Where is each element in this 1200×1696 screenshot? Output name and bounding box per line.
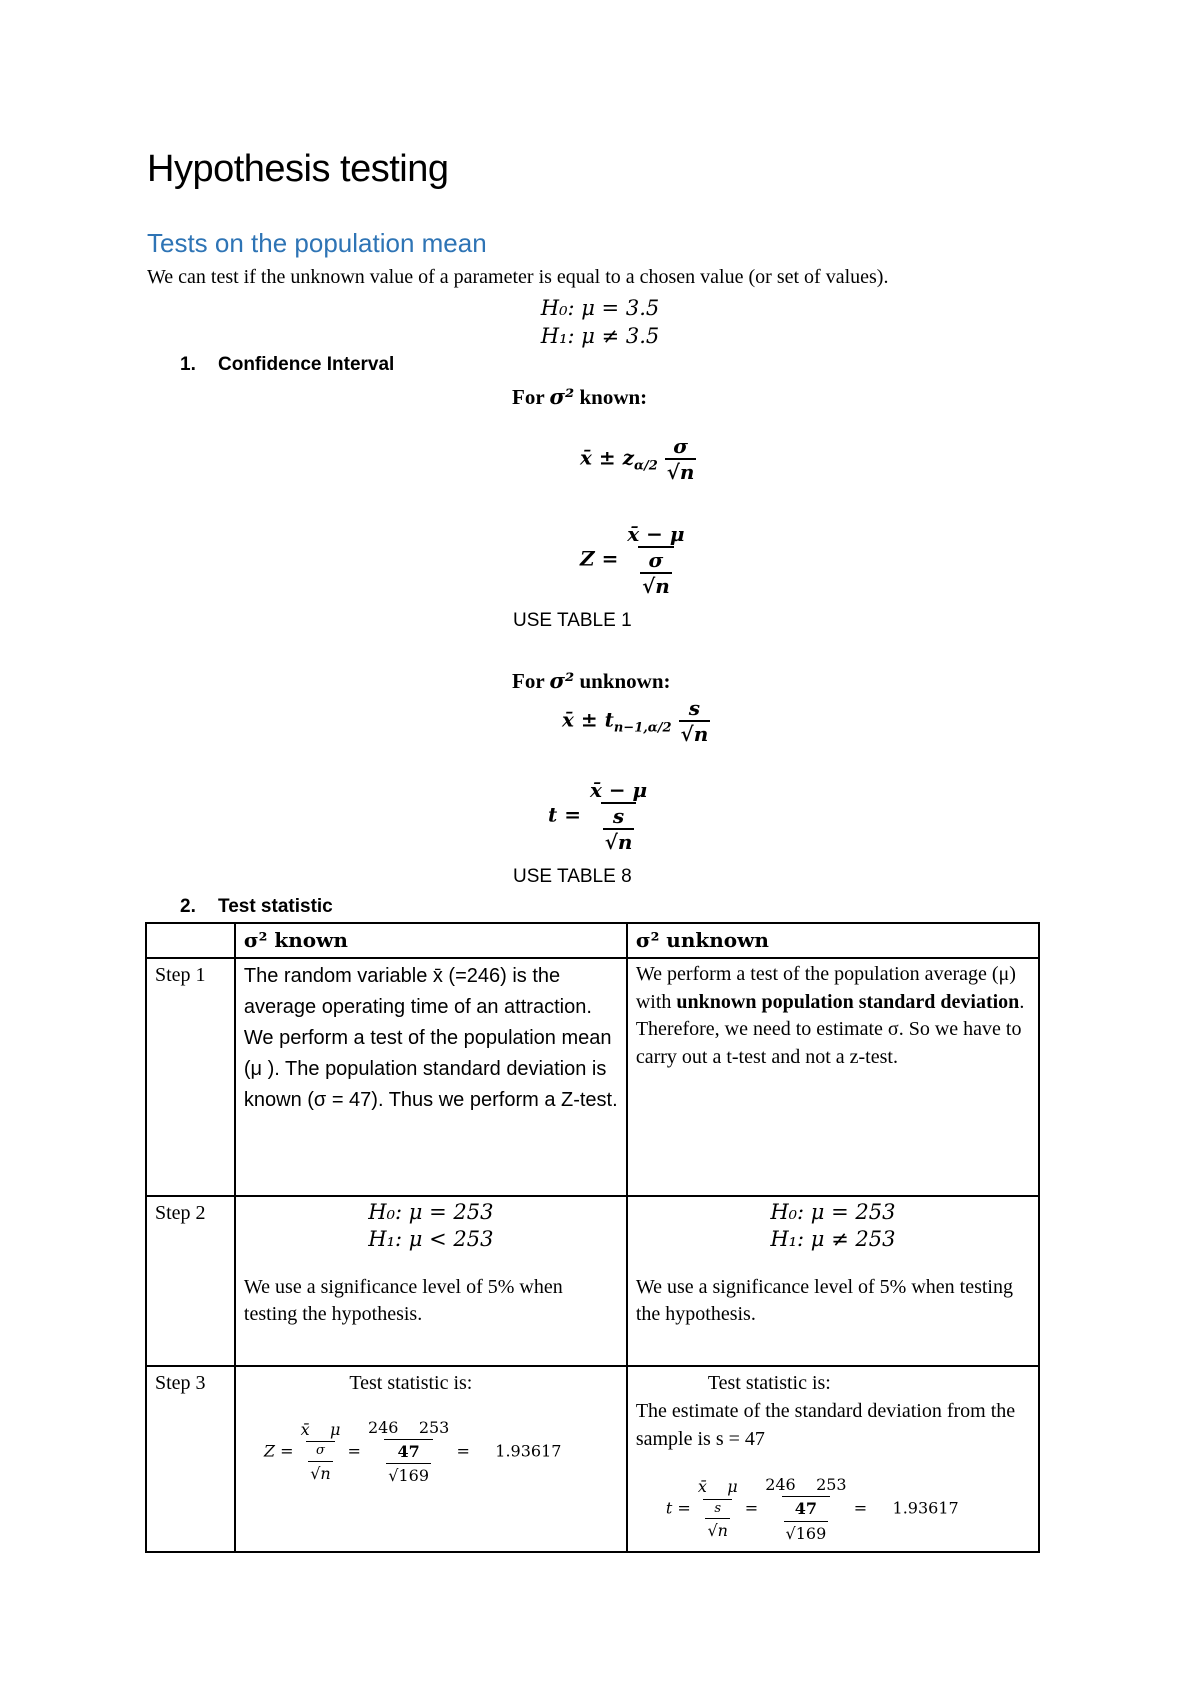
alternative-hypothesis: H₁: μ ≠ 3.5 [540,324,660,348]
step2-known-h1: H₁: μ < 253 [368,1227,494,1252]
known-table-note: USE TABLE 1 [513,610,632,631]
unknown-ci-left: x̄ ± t [562,707,614,732]
page-title: Hypothesis testing [147,148,449,190]
known-z-den-num: σ [648,548,664,572]
step3-known-f2-den-num: 47 [397,1442,420,1462]
step2-unknown-cell [627,1196,1039,1366]
step3-known-f1-den-den: √n [308,1461,333,1485]
header-known: σ² known [235,923,627,958]
step3-known-f2 [366,1416,451,1488]
unknown-ci-num: s [688,696,701,720]
step2-unknown-h0: H₀: μ = 253 [770,1200,896,1224]
step3-known-f2-num: 246 253 [367,1418,450,1437]
step1-unknown-a: We perform a test of the population average (μ) with [635,963,1016,1013]
known-z-fraction [625,522,686,598]
known-for-pre: For [512,385,550,409]
step3-unknown-text: The estimate of the standard deviation from the sample is s = 47 [635,1400,1016,1450]
section-2-number: 2. [180,896,196,917]
known-for-sym: σ² [549,384,575,409]
table-header-row [146,923,1039,958]
step2-known-cell [235,1196,627,1366]
step3-known-cell [235,1366,627,1552]
unknown-t-den-den: √n [604,830,633,854]
header-empty-cell [146,923,235,958]
step3-unknown-f2-den-den: √169 [784,1521,829,1545]
step3-known-result: = 1.93617 [456,1441,562,1461]
step3-unknown-cell [627,1366,1039,1552]
known-ci-formula [580,434,696,484]
known-ci-sub: α/2 [633,458,658,474]
step2-unknown-h1: H₁: μ ≠ 253 [770,1227,896,1252]
step1-known-text: The random variable x̄ (=246) is the average operating time of an attraction. We perform a test of the population mean (μ ). The population standard deviation is known (σ = 47). Thus we perform a Z-test. [235,958,627,1196]
section-1-number: 1. [180,354,196,375]
known-ci-num: σ [673,434,688,458]
step3-known-f1-den [306,1441,335,1485]
known-z-den-den: √n [642,574,670,598]
unknown-ci-fraction [679,696,711,746]
known-ci-den: √n [666,460,695,484]
unknown-t-fraction [588,778,649,854]
step2-known-h0: H₀: μ = 253 [368,1200,494,1224]
unknown-for-sym: σ² [549,668,575,693]
table-row-step1 [146,958,1039,1196]
section-1-label: Confidence Interval [218,354,395,375]
step3-known-f2-den [384,1439,433,1487]
step2-label: Step 2 [146,1196,235,1366]
known-ci-fraction [665,434,697,484]
unknown-t-den-num: s [612,804,625,828]
known-z-formula [580,522,687,598]
known-sigma-label [512,384,647,410]
section-2-heading [180,896,333,918]
step3-unknown-title: Test statistic is: [707,1372,831,1394]
unknown-ci-formula [562,696,710,746]
table-row-step2 [146,1196,1039,1366]
step3-unknown-f1 [696,1475,740,1542]
step3-known-title: Test statistic is: [349,1372,473,1394]
unknown-ci-sub: n−1,α/2 [613,720,672,736]
step3-unknown-f1-den-den: √n [705,1518,730,1542]
header-unknown: σ² unknown [627,923,1039,958]
known-for-post: known: [574,385,648,409]
test-statistic-table [145,922,1040,1553]
known-z-num: x̄ − μ [627,522,685,546]
step3-unknown-f2-den [782,1496,831,1544]
step1-label: Step 1 [146,958,235,1196]
known-z-lhs: Z = [580,546,619,571]
unknown-table-note: USE TABLE 8 [513,866,632,887]
unknown-for-post: unknown: [574,669,671,693]
step3-known-f2-den-den: √169 [386,1463,431,1487]
step3-unknown-result: = 1.93617 [853,1498,959,1518]
step1-unknown-text [627,958,1039,1196]
step3-known-f1 [299,1418,343,1485]
intro-paragraph: We can test if the unknown value of a parameter is equal to a chosen value (or set of values). [147,266,889,288]
known-z-den [638,546,674,598]
unknown-t-num: x̄ − μ [589,778,648,802]
step3-known-lhs: Z = [263,1441,294,1461]
known-ci-left: x̄ ± z [580,445,634,470]
unknown-for-pre: For [512,669,550,693]
section-2-label: Test statistic [218,896,333,917]
step2-unknown-text: We use a significance level of 5% when testing the hypothesis. [635,1275,1013,1326]
step3-known-formula: Z = $\frac{x̄ \mu}{\frac{\sigma}{√n}}$ = $\frac{246 253}{\frac{47}{√169}}$ = 1.93617 [244,1416,618,1488]
step3-known-f1-num: x̄ μ [300,1420,341,1440]
table-row-step3 [146,1366,1039,1552]
step3-unknown-f2 [763,1473,848,1545]
unknown-t-den [601,802,637,854]
null-hypothesis: H₀: μ = 3.5 [540,296,660,320]
step1-unknown-b: unknown population standard deviation [676,990,1020,1013]
step3-unknown-f1-den [703,1499,732,1543]
step3-unknown-formula: t = $\frac{x̄ \mu}{\frac{s}{√n}}$ = $\frac{246 253}{\frac{47}{√169}}$ = 1.93617 [636,1473,1030,1545]
step3-unknown-lhs: t = [665,1498,691,1518]
unknown-sigma-label [512,668,671,694]
unknown-t-lhs: t = [548,802,581,827]
section-subtitle: Tests on the population mean [147,228,487,258]
step2-known-text: We use a significance level of 5% when testing the hypothesis. [243,1275,563,1326]
step1-unknown-c: . Therefore, we need to estimate σ. So we have to carry out a t-test and not a z-test. [635,990,1025,1068]
step3-label: Step 3 [146,1366,235,1552]
step3-unknown-f1-num: x̄ μ [697,1477,738,1497]
section-1-heading [180,354,394,376]
step3-unknown-f2-den-num: 47 [794,1499,818,1519]
step3-unknown-f1-den-num: s [714,1500,722,1516]
unknown-t-formula [548,778,649,854]
step3-unknown-f2-num: 246 253 [765,1475,847,1495]
step3-known-f1-den-num: σ [316,1443,325,1459]
unknown-ci-den: √n [680,722,709,746]
